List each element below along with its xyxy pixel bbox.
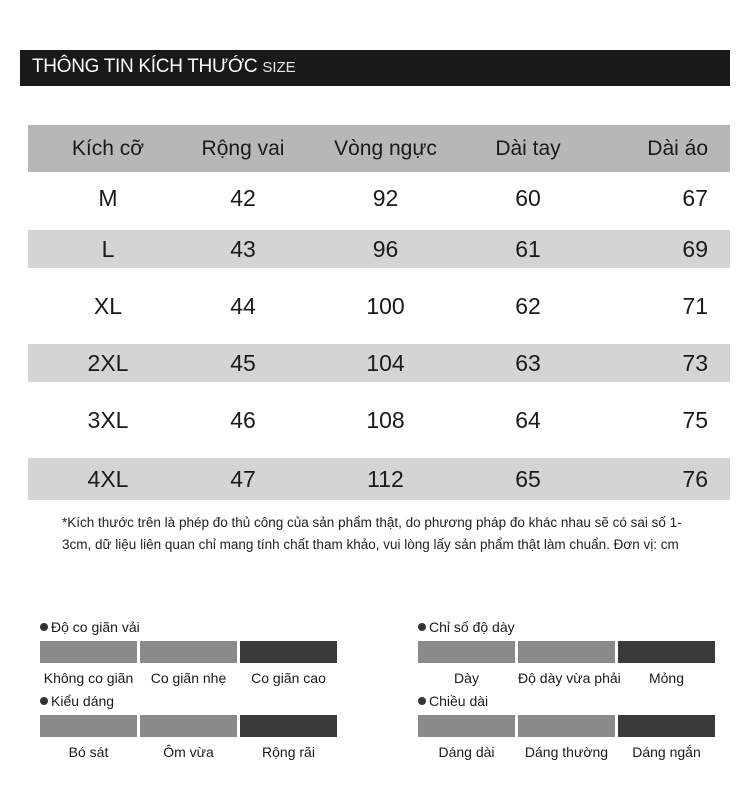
scale-bars — [40, 715, 337, 737]
table-cell: 71 — [682, 292, 708, 319]
column-header: Kích cỡ — [71, 136, 145, 160]
scale-bar-selected — [618, 715, 715, 737]
scale-option: Dáng thường — [524, 744, 609, 760]
table-cell: 43 — [230, 235, 256, 262]
table-row — [28, 344, 730, 382]
table-cell: 63 — [515, 349, 541, 376]
scale-bars — [418, 641, 715, 663]
column-header: Dài tay — [495, 136, 561, 160]
table-cell: 45 — [230, 349, 256, 376]
scale-option: Dáng ngắn — [632, 744, 701, 760]
elasticity-scale — [40, 618, 337, 686]
scale-title: Chiều dài — [429, 693, 489, 709]
thickness-scale — [418, 618, 715, 686]
scale-bar — [140, 715, 237, 737]
table-cell: 46 — [230, 406, 256, 433]
page-subtitle: SIZE — [262, 59, 296, 76]
scale-option: Độ dày vừa phải — [518, 670, 621, 686]
measurement-note — [62, 512, 722, 556]
page-title: THÔNG TIN KÍCH THƯỚC — [32, 56, 258, 77]
scale-title: Chỉ số độ dày — [429, 619, 515, 635]
table-cell: 62 — [515, 292, 541, 319]
table-cell: L — [101, 235, 115, 262]
scale-option: Ôm vừa — [163, 744, 214, 760]
length-scale — [418, 692, 715, 760]
bullet-icon — [418, 623, 426, 631]
bullet-icon — [418, 697, 426, 705]
scale-bar — [418, 641, 515, 663]
table-cell: XL — [93, 292, 123, 319]
table-cell: 76 — [682, 465, 708, 492]
scale-option: Không co giãn — [43, 670, 134, 686]
scale-option: Co giãn cao — [251, 670, 326, 686]
scale-bar-selected — [240, 715, 337, 737]
bullet-icon — [40, 623, 48, 631]
table-cell: 67 — [682, 184, 708, 211]
scale-bar — [518, 715, 615, 737]
scale-option: Bó sát — [68, 744, 109, 760]
title-bar — [20, 50, 730, 86]
table-cell: 3XL — [87, 406, 129, 433]
table-row — [28, 268, 730, 344]
table-cell: 108 — [366, 406, 405, 433]
table-cell: 92 — [372, 184, 399, 211]
scale-bar-selected — [618, 641, 715, 663]
size-table — [28, 125, 730, 500]
scale-bar-selected — [240, 641, 337, 663]
table-cell: 75 — [682, 406, 708, 433]
scale-title: Kiểu dáng — [51, 693, 115, 709]
table-row — [28, 458, 730, 500]
scale-option: Mỏng — [648, 670, 685, 686]
table-cell: 112 — [367, 465, 404, 492]
scale-option: Dày — [454, 670, 479, 686]
table-cell: 64 — [515, 406, 541, 433]
scale-option: Dáng dài — [438, 744, 495, 760]
table-cell: M — [98, 184, 118, 211]
table-cell: 4XL — [87, 465, 129, 492]
table-cell: 73 — [682, 349, 708, 376]
scale-bars — [40, 641, 337, 663]
scale-option: Rộng rãi — [262, 744, 315, 760]
scale-bar — [140, 641, 237, 663]
scale-bars — [418, 715, 715, 737]
column-header: Vòng ngực — [334, 136, 437, 160]
scale-bar — [40, 641, 137, 663]
table-row — [28, 382, 730, 458]
fit-scale — [40, 692, 337, 760]
scale-title: Độ co giãn vải — [51, 619, 140, 635]
table-cell: 2XL — [87, 349, 129, 376]
table-cell: 47 — [230, 465, 256, 492]
column-header: Dài áo — [647, 136, 708, 160]
table-cell: 60 — [515, 184, 541, 211]
table-row — [28, 230, 730, 268]
scale-bar — [40, 715, 137, 737]
scale-bar — [518, 641, 615, 663]
table-cell: 44 — [230, 292, 256, 319]
scale-bar — [418, 715, 515, 737]
scale-option: Co giãn nhẹ — [150, 670, 227, 686]
table-cell: 96 — [372, 235, 399, 262]
column-header: Rộng vai — [201, 136, 285, 160]
bullet-icon — [40, 697, 48, 705]
table-cell: 69 — [682, 235, 708, 262]
table-row — [28, 172, 730, 224]
table-cell: 42 — [230, 184, 256, 211]
table-header — [28, 125, 730, 172]
table-cell: 100 — [366, 292, 405, 319]
table-cell: 65 — [515, 465, 541, 492]
table-cell: 61 — [515, 235, 541, 262]
note-line: *Kích thước trên là phép đo thủ công của sản phẩm thật, do phương pháp đo khác nhau sẽ có sai số 1- — [62, 515, 682, 530]
table-cell: 104 — [366, 349, 405, 376]
note-line: 3cm, dữ liệu liên quan chỉ mang tính chất tham khảo, vui lòng lấy sản phẩm thật làm chuẩn. Đơn vị: cm — [62, 537, 679, 552]
